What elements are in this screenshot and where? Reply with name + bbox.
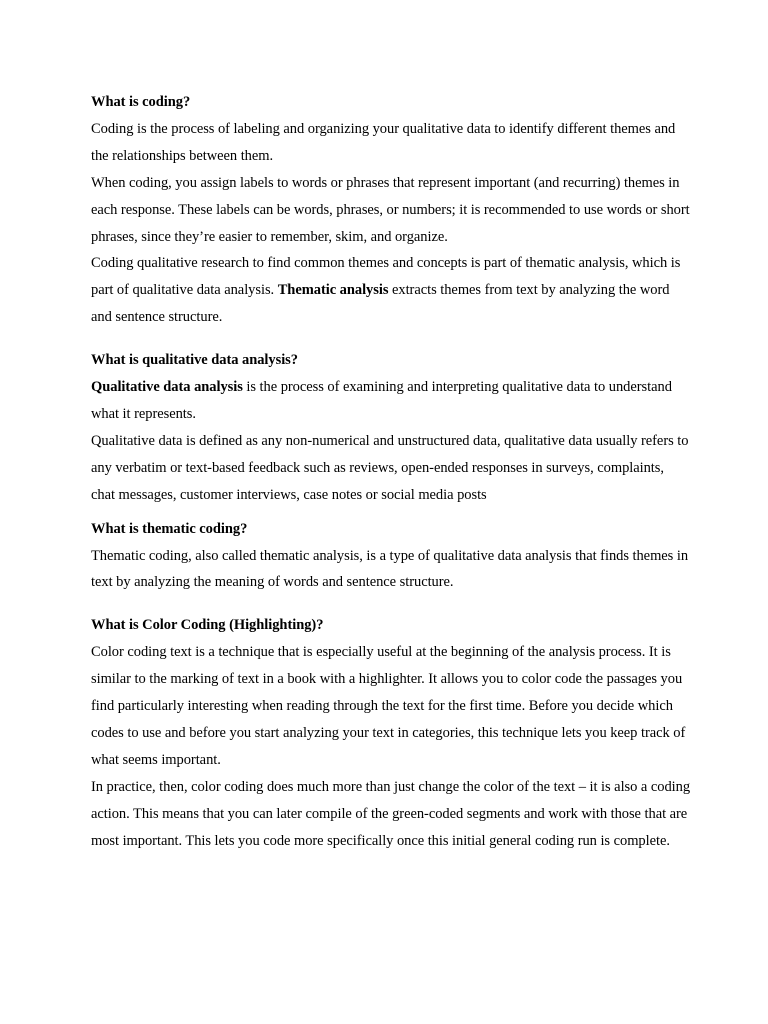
paragraph (91, 250, 691, 331)
section-what-is-coding (91, 89, 691, 331)
paragraph: Qualitative data is defined as any non-numerical and unstructured data, qualitative data usually refers to any verbatim or text-based feedback such as reviews, open-ended responses in surveys, complaints, chat messages, customer interviews, case notes or social media posts (91, 432, 689, 503)
section-heading: What is thematic coding? (91, 520, 248, 537)
section-color-coding (91, 612, 691, 854)
paragraph: Color coding text is a technique that is especially useful at the beginning of the analysis process. It is similar to the marking of text in a book with a highlighter. It allows you to color code the passages you find particularly interesting when reading through the text for the first time. Before you decide which codes to use and before you start analyzing your text in categories, this technique lets you keep track of what seems important. (91, 644, 686, 768)
bold-term: Qualitative data analysis (91, 379, 243, 396)
text-run: Coding qualitative research to find common themes and concepts is part of thematic analysis, which is part of qualitative data analysis. (91, 255, 681, 299)
paragraph: Thematic coding, also called thematic analysis, is a type of qualitative data analysis that finds themes in text by analyzing the meaning of words and sentence structure. (91, 547, 689, 591)
bold-term: Thematic analysis (277, 282, 389, 299)
paragraph: Coding is the process of labeling and organizing your qualitative data to identify different themes and the relationships between them. (91, 120, 676, 164)
section-heading: What is coding? (91, 94, 191, 110)
section-qualitative-data-analysis (91, 347, 691, 508)
text-run: extracts themes from text by analyzing the word and sentence structure. (91, 282, 670, 326)
section-heading: What is Color Coding (Highlighting)? (91, 617, 324, 634)
document-page (91, 89, 691, 854)
paragraph: In practice, then, color coding does much more than just change the color of the text – it is also a coding action. This means that you can later compile of the green-coded segments and work with those that are most important. This lets you code more specifically once this initial general coding run is complete. (91, 778, 691, 849)
section-thematic-coding (91, 516, 691, 597)
text-run: is the process of examining and interpreting qualitative data to understand what it represents. (91, 379, 672, 422)
paragraph (91, 374, 691, 428)
section-heading: What is qualitative data analysis? (91, 352, 298, 369)
paragraph: When coding, you assign labels to words or phrases that represent important (and recurring) themes in each response. These labels can be words, phrases, or numbers; it is recommended to use words or short phrases, since they’re easier to remember, skim, and organize. (91, 174, 690, 245)
